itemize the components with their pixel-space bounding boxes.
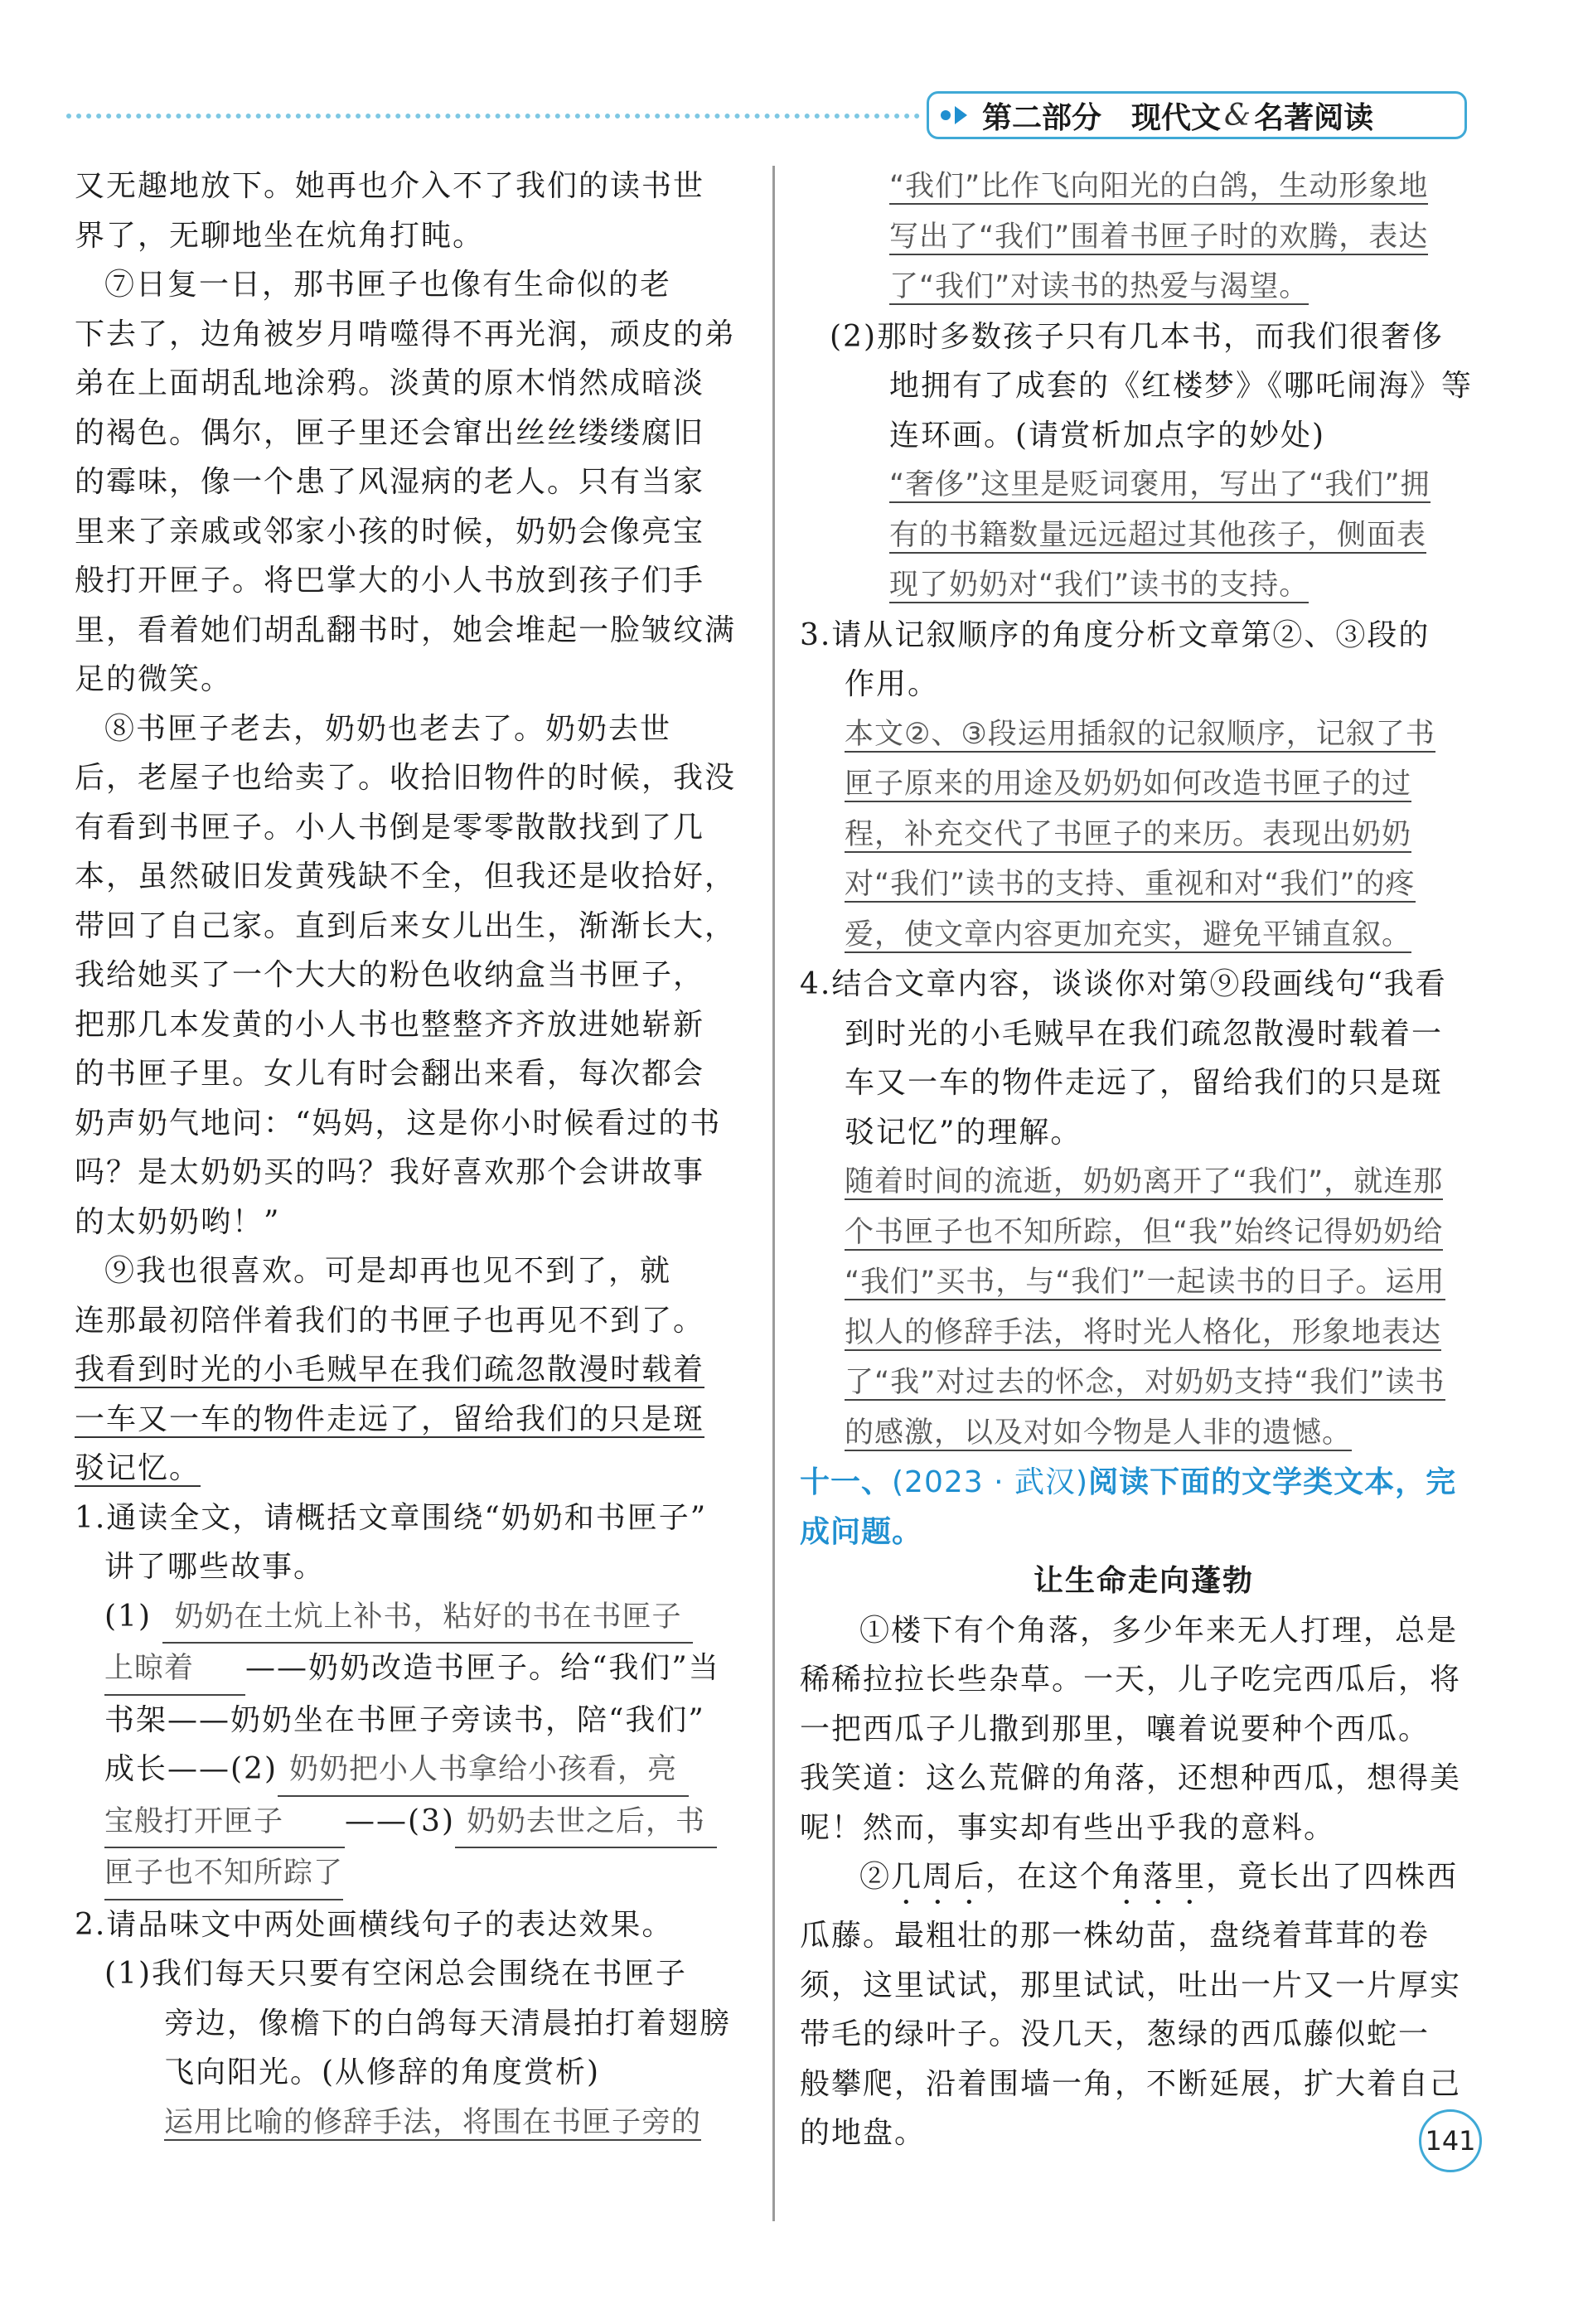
underlined-sentence: 一车又一车的物件走远了，留给我们的只是斑 bbox=[75, 1402, 705, 1436]
text-line: 又无趣地放下。她再也介入不了我们的读书世 bbox=[75, 169, 705, 203]
answer-text: 本文②、③段运用插叙的记叙顺序，记叙了书 bbox=[845, 717, 1435, 751]
question-3-stem: 作用。 bbox=[845, 667, 940, 701]
header-amp: & bbox=[1224, 98, 1251, 133]
q1-line-6 bbox=[75, 1848, 746, 1900]
right-column bbox=[800, 162, 1488, 2158]
answer-text: 对“我们”读书的支持、重视和对“我们”的疼 bbox=[845, 868, 1416, 901]
header-part: 第二部分 bbox=[982, 100, 1102, 135]
q1-line-5: 宝般打开匣子 ——(3) 奶奶去世之后，书 bbox=[75, 1797, 746, 1849]
para-8-line: 的太奶奶哟！” bbox=[75, 1204, 281, 1239]
para-7-line: ⑦日复一日，那书匣子也像有生命似的老 bbox=[104, 268, 672, 302]
article-para-2: 带毛的绿叶子。没几天，葱绿的西瓜藤似蛇一 bbox=[800, 2017, 1431, 2051]
question-4-stem: 驳记忆”的理解。 bbox=[845, 1115, 1082, 1150]
para-8-line: 有看到书匣子。小人书倒是零零散散找到了几 bbox=[75, 810, 705, 845]
section-11-heading: 十一、(2023 · 武汉)阅读下面的文学类文本，完 bbox=[800, 1465, 1457, 1499]
para-7-line: 里，看着她们胡乱翻书时，她会堆起一脸皱纹满 bbox=[75, 612, 737, 647]
answer-text: “我们”比作飞向阳光的白鸽，生动形象地 bbox=[889, 170, 1429, 203]
q2-sub1-line: 旁边，像檐下的白鸽每天清晨拍打着翅膀 bbox=[164, 2006, 732, 2041]
answer-text: 匣子原来的用途及奶奶如何改造书匣子的过 bbox=[845, 767, 1412, 801]
answer-text: 运用比喻的修辞手法，将围在书匣子旁的 bbox=[164, 2105, 702, 2139]
underlined-sentence: 驳记忆。 bbox=[75, 1451, 201, 1485]
q2-sub2-line: 连环画。(请赏析加点字的妙处) bbox=[889, 418, 1326, 453]
article-para-1: 一把西瓜子儿撒到那里，嚷着说要种个西瓜。 bbox=[800, 1712, 1431, 1746]
answer-text: 随着时间的流逝，奶奶离开了“我们”，就连那 bbox=[845, 1165, 1444, 1198]
page-number: 141 bbox=[1419, 2109, 1482, 2172]
underlined-sentence: 我看到时光的小毛贼早在我们疏忽散漫时载着 bbox=[75, 1353, 705, 1387]
answer-text: 写出了“我们”围着书匣子时的欢腾，表达 bbox=[889, 220, 1429, 254]
article-para-2-first: ②几周后，在这个角落里，竟长出了四株西 bbox=[859, 1860, 1459, 1894]
para-8-line: ⑧书匣子老去，奶奶也老去了。奶奶去世 bbox=[104, 711, 672, 746]
question-1-stem: 讲了哪些故事。 bbox=[104, 1550, 326, 1584]
question-3-stem: 3.请从记叙顺序的角度分析文章第②、③段的 bbox=[800, 617, 1431, 652]
arrow-icon bbox=[941, 106, 967, 124]
para-8-line: 带回了自己家。直到后来女儿出生，渐渐长大， bbox=[75, 908, 737, 943]
answer-text: 个书匣子也不知所踪，但“我”始终记得奶奶给 bbox=[845, 1215, 1444, 1249]
answer-text: 程，补充交代了书匣子的来历。表现出奶奶 bbox=[845, 817, 1412, 851]
q1-line-2: 上晾着 ——奶奶改造书匣子。给“我们”当 bbox=[75, 1644, 746, 1696]
para-8-line: 把那几本发黄的小人书也整整齐齐放进她崭新 bbox=[75, 1007, 705, 1042]
answer-text: 拟人的修辞手法，将时光人格化，形象地表达 bbox=[845, 1315, 1442, 1349]
para-7-line: 足的微笑。 bbox=[75, 662, 233, 696]
article-para-2: 般攀爬，沿着围墙一角，不断延展，扩大着自己 bbox=[800, 2066, 1462, 2101]
question-2-stem: 2.请品味文中两处画横线句子的表达效果。 bbox=[75, 1907, 674, 1942]
answer-text: 的感激，以及对如今物是人非的遗憾。 bbox=[845, 1416, 1353, 1450]
answer-text: 了“我们”对读书的热爱与渴望。 bbox=[889, 270, 1309, 303]
article-para-1: 呢！然而，事实却有些出乎我的意料。 bbox=[800, 1810, 1336, 1845]
header-dotted-rule bbox=[66, 114, 920, 119]
left-column bbox=[75, 162, 746, 2147]
para-8-line: 本，虽然破旧发黄残缺不全，但我还是收拾好， bbox=[75, 859, 737, 893]
answer-text: “奢侈”这里是贬词褒用，写出了“我们”拥 bbox=[889, 468, 1431, 501]
para-8-line: 的书匣子里。女儿有时会翻出来看，每次都会 bbox=[75, 1057, 705, 1091]
q1-line-3: 书架——奶奶坐在书匣子旁读书，陪“我们” bbox=[104, 1702, 705, 1737]
header-section-a: 现代文 bbox=[1131, 100, 1222, 135]
section-header bbox=[927, 91, 1467, 139]
article-para-2: 须，这里试试，那里试试，吐出一片又一片厚实 bbox=[800, 1968, 1462, 2002]
q1-line-4: 成长——(2) 奶奶把小人书拿给小孩看，亮 bbox=[75, 1745, 746, 1797]
answer-blank-3-cont[interactable]: 匣子也不知所踪了 bbox=[104, 1849, 343, 1900]
answer-text: 爱，使文章内容更加充实，避免平铺直叙。 bbox=[845, 917, 1412, 951]
article-para-1: 稀稀拉拉长些杂草。一天，儿子吃完西瓜后，将 bbox=[800, 1663, 1462, 1697]
section-11-heading: 成问题。 bbox=[800, 1514, 923, 1549]
answer-blank-2-cont[interactable]: 宝般打开匣子 bbox=[104, 1798, 345, 1849]
q2-sub2-line: (2)那时多数孩子只有几本书，而我们很奢侈 bbox=[830, 319, 1444, 354]
para-9-line: ⑨我也很喜欢。可是却再也见不到了，就 bbox=[104, 1254, 672, 1288]
para-8-line: 我给她买了一个大大的粉色收纳盒当书匣子， bbox=[75, 958, 705, 992]
para-7-line: 的霉味，像一个患了风湿病的老人。只有当家 bbox=[75, 465, 705, 499]
para-7-line: 弟在上面胡乱地涂鸦。淡黄的原木悄然成暗淡 bbox=[75, 366, 705, 400]
para-7-line: 的褐色。偶尔，匣子里还会窜出丝丝缕缕腐旧 bbox=[75, 415, 705, 450]
article-title: 让生命走向蓬勃 bbox=[1033, 1564, 1254, 1598]
answer-blank-1-cont[interactable]: 上晾着 bbox=[104, 1644, 245, 1696]
answer-blank-2[interactable]: 奶奶把小人书拿给小孩看，亮 bbox=[278, 1745, 689, 1797]
answer-text: 了“我”对过去的怀念，对奶奶支持“我们”读书 bbox=[845, 1366, 1445, 1399]
para-7-line: 般打开匣子。将巴掌大的小人书放到孩子们手 bbox=[75, 564, 705, 598]
question-4-stem: 车又一车的物件走远了，留给我们的只是斑 bbox=[845, 1066, 1444, 1100]
q2-sub2-line: 地拥有了成套的《红楼梦》《哪吒闹海》等 bbox=[889, 369, 1474, 403]
question-4-stem: 4.结合文章内容，谈谈你对第⑨段画线句“我看 bbox=[800, 967, 1447, 1001]
q2-sub1-line: (1)我们每天只要有空闲总会围绕在书匣子 bbox=[104, 1957, 687, 1991]
q1-line-1: (1) 奶奶在土炕上补书，粘好的书在书匣子 bbox=[75, 1592, 746, 1644]
answer-blank-3[interactable]: 奶奶去世之后，书 bbox=[455, 1798, 717, 1849]
para-7-line: 里来了亲戚或邻家小孩的时候，奶奶会像亮宝 bbox=[75, 514, 705, 549]
para-9-line: 连那最初陪伴着我们的书匣子也再见不到了。 bbox=[75, 1303, 705, 1338]
para-8-line: 奶声奶气地问：“妈妈，这是你小时候看过的书 bbox=[75, 1106, 722, 1140]
para-7-line: 下去了，边角被岁月啃噬得不再光润，顽皮的弟 bbox=[75, 317, 737, 351]
column-divider bbox=[772, 166, 775, 2221]
q2-sub1-line: 飞向阳光。(从修辞的角度赏析) bbox=[164, 2055, 601, 2089]
article-para-2: 瓜藤。最粗壮的那一株幼苗，盘绕着茸茸的卷 bbox=[800, 1919, 1431, 1953]
answer-text: 有的书籍数量远远超过其他孩子，侧面表 bbox=[889, 518, 1427, 552]
para-8-line: 吗？是太奶奶买的吗？我好喜欢那个会讲故事 bbox=[75, 1155, 705, 1189]
article-para-2: 的地盘。 bbox=[800, 2116, 927, 2150]
para-8-line: 后，老屋子也给卖了。收拾旧物件的时候，我没 bbox=[75, 761, 737, 795]
article-para-1: 我笑道：这么荒僻的角落，还想种西瓜，想得美 bbox=[800, 1761, 1462, 1795]
question-1-stem: 1.通读全文，请概括文章围绕“奶奶和书匣子” bbox=[75, 1500, 708, 1535]
header-section-b: 名著阅读 bbox=[1254, 100, 1374, 135]
text-line: 界了，无聊地坐在炕角打盹。 bbox=[75, 218, 485, 253]
article-para-1: ①楼下有个角落，多少年来无人打理，总是 bbox=[859, 1613, 1459, 1648]
answer-text: “我们”买书，与“我们”一起读书的日子。运用 bbox=[845, 1266, 1445, 1299]
emphasis-dotted-text: 几周后 bbox=[891, 1860, 986, 1894]
emphasis-dotted-text: 角落里 bbox=[1111, 1860, 1207, 1894]
question-4-stem: 到时光的小毛贼早在我们疏忽散漫时载着一 bbox=[845, 1016, 1444, 1051]
answer-text: 现了奶奶对“我们”读书的支持。 bbox=[889, 569, 1309, 602]
answer-blank-1[interactable]: 奶奶在土炕上补书，粘好的书在书匣子 bbox=[162, 1593, 693, 1644]
